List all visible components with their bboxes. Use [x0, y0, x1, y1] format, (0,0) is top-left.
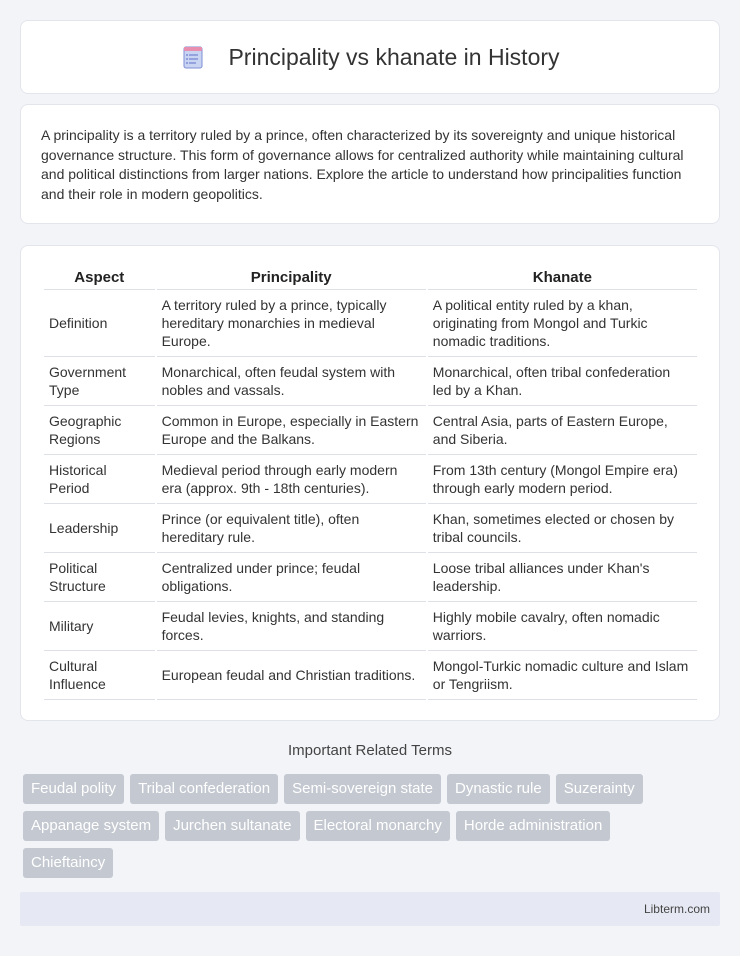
- row-principality: Feudal levies, knights, and standing forces.: [157, 602, 426, 651]
- row-aspect: Cultural Influence: [44, 651, 155, 700]
- header-aspect: Aspect: [44, 264, 155, 290]
- table-row: [44, 406, 697, 455]
- related-term-tag[interactable]: Feudal polity: [23, 774, 124, 804]
- footer: [20, 892, 720, 926]
- row-khanate: Monarchical, often tribal confederation led by a Khan.: [428, 357, 697, 406]
- row-principality: A territory ruled by a prince, typically hereditary monarchies in medieval Europe.: [157, 290, 426, 357]
- related-term-tag[interactable]: Suzerainty: [556, 774, 643, 804]
- row-aspect: Military: [44, 602, 155, 651]
- row-aspect: Historical Period: [44, 455, 155, 504]
- related-term-tag[interactable]: Tribal confederation: [130, 774, 278, 804]
- related-term-tag[interactable]: Electoral monarchy: [306, 811, 450, 841]
- table-row: [44, 651, 697, 700]
- row-aspect: Definition: [44, 290, 155, 357]
- row-principality: European feudal and Christian traditions.: [157, 651, 426, 700]
- table-row: [44, 455, 697, 504]
- row-principality: Prince (or equivalent title), often hereditary rule.: [157, 504, 426, 553]
- row-khanate: Central Asia, parts of Eastern Europe, and Siberia.: [428, 406, 697, 455]
- row-khanate: From 13th century (Mongol Empire era) through early modern period.: [428, 455, 697, 504]
- comparison-table: [42, 264, 699, 700]
- row-khanate: A political entity ruled by a khan, originating from Mongol and Turkic nomadic traditions.: [428, 290, 697, 357]
- table-header-row: [44, 264, 697, 290]
- table-row: [44, 357, 697, 406]
- table-row: [44, 553, 697, 602]
- page-title: Principality vs khanate in History: [228, 43, 560, 70]
- related-term-tag[interactable]: Dynastic rule: [447, 774, 550, 804]
- related-terms-list: [23, 774, 703, 878]
- related-terms-heading: Important Related Terms: [288, 742, 452, 759]
- related-term-tag[interactable]: Appanage system: [23, 811, 159, 841]
- table-row: [44, 290, 697, 357]
- notebook-icon: [180, 44, 206, 70]
- related-term-tag[interactable]: Semi-sovereign state: [284, 774, 441, 804]
- row-principality: Common in Europe, especially in Eastern Europe and the Balkans.: [157, 406, 426, 455]
- intro-text: A principality is a territory ruled by a prince, often characterized by its sovereignty and unique historical governance structure. This form of governance allows for centralized authority while maintaining cultural and political distinctions from larger nations. Explore the article to understand how principalities function and their role in modern geopolitics.: [41, 127, 684, 202]
- footer-site-link[interactable]: Libterm.com: [643, 902, 710, 916]
- related-term-tag[interactable]: Jurchen sultanate: [165, 811, 299, 841]
- row-khanate: Highly mobile cavalry, often nomadic warriors.: [428, 602, 697, 651]
- row-khanate: Khan, sometimes elected or chosen by tribal councils.: [428, 504, 697, 553]
- table-row: [44, 504, 697, 553]
- row-principality: Medieval period through early modern era (approx. 9th - 18th centuries).: [157, 455, 426, 504]
- title-card: [20, 20, 720, 94]
- related-term-tag[interactable]: Chieftaincy: [23, 848, 113, 878]
- header-principality: Principality: [157, 264, 426, 290]
- intro-card: [20, 104, 720, 224]
- header-khanate: Khanate: [428, 264, 697, 290]
- table-row: [44, 602, 697, 651]
- row-khanate: Loose tribal alliances under Khan's leadership.: [428, 553, 697, 602]
- row-aspect: Political Structure: [44, 553, 155, 602]
- row-aspect: Government Type: [44, 357, 155, 406]
- comparison-table-card: [20, 245, 720, 721]
- row-principality: Monarchical, often feudal system with nobles and vassals.: [157, 357, 426, 406]
- row-khanate: Mongol-Turkic nomadic culture and Islam or Tengriism.: [428, 651, 697, 700]
- row-aspect: Geographic Regions: [44, 406, 155, 455]
- related-term-tag[interactable]: Horde administration: [456, 811, 610, 841]
- row-principality: Centralized under prince; feudal obligations.: [157, 553, 426, 602]
- row-aspect: Leadership: [44, 504, 155, 553]
